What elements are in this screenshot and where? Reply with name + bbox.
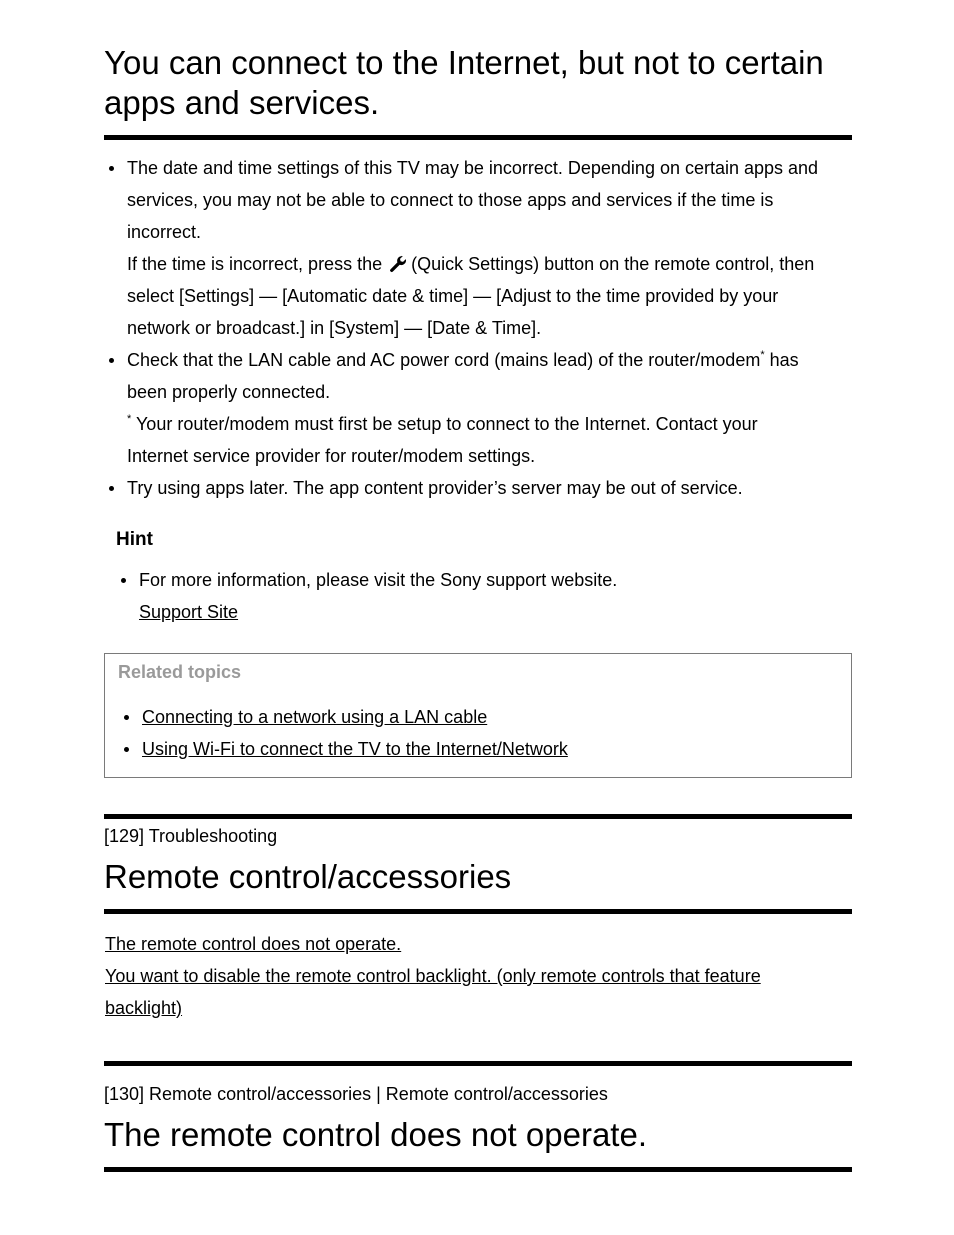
hint-block [116,528,852,628]
section-title: Remote control/accessories [104,858,512,895]
page-title [104,43,852,123]
title-divider [104,135,852,140]
bullet-subtext: network or broadcast.] in [System] — [Date & Time]. [127,318,542,338]
hint-title: Hint [116,529,153,550]
footnote-text: Internet service provider for router/modem settings. [127,446,536,466]
related-topics-title: Related topics [118,662,242,682]
bullet-subtext [127,248,852,280]
link-remote-not-operate[interactable]: The remote control does not operate. [105,934,402,954]
hint-list [116,564,852,628]
section-title-divider [104,1167,852,1172]
text-part: Your router/modem must first be setup to connect to the Internet. Contact your [131,414,758,434]
text-part: has [764,350,799,370]
section-divider [104,1061,852,1066]
related-topics-box [104,653,852,778]
title-line-1: You can connect to the Internet, but not to certain [104,44,824,81]
bullet-text: incorrect. [127,222,202,242]
list-item-date-time [104,152,852,344]
bullet-text [127,344,852,376]
troubleshoot-list [104,152,852,504]
bullet-text: The date and time settings of this TV may be incorrect. Depending on certain apps and [127,158,819,178]
section-title: The remote control does not operate. [104,1116,647,1153]
section-title-divider [104,909,852,914]
breadcrumb: [130] Remote control/accessories | Remote control/accessories [104,1084,608,1104]
hint-text: For more information, please visit the Sony support website. [139,570,618,590]
footnote-text [127,408,852,440]
link-line: backlight) [105,998,183,1018]
related-link-wifi[interactable]: Using Wi-Fi to connect the TV to the Internet/Network [142,739,568,759]
related-topic-item [119,701,839,733]
bullet-text: services, you may not be able to connect to those apps and services if the time is [127,190,774,210]
support-site-link[interactable]: Support Site [139,602,239,622]
related-link-lan[interactable]: Connecting to a network using a LAN cable [142,707,488,727]
footnote-marker: * [127,413,132,425]
list-item-try-later: Try using apps later. The app content provider’s server may be out of service. [104,472,852,504]
link-line: You want to disable the remote control backlight. (only remote controls that feature [105,966,761,986]
breadcrumb: [129] Troubleshooting [104,826,278,846]
related-topics-list [119,701,839,765]
wrench-icon [388,252,408,272]
hint-item [116,564,852,628]
subtext-part: (Quick Settings) button on the remote control, then [411,254,815,274]
footnote-marker: * [760,349,765,361]
title-line-2: apps and services. [104,84,380,121]
text-part: Check that the LAN cable and AC power cord (mains lead) of the router/modem [127,350,761,370]
subtext-part: If the time is incorrect, press the [127,254,383,274]
bullet-text: been properly connected. [127,382,331,402]
link-disable-backlight[interactable] [105,960,852,1024]
list-item-lan-cable [104,344,852,472]
related-topic-item [119,733,839,765]
section-divider [104,814,852,819]
section-links [105,928,852,1024]
bullet-subtext: select [Settings] — [Automatic date & time] — [Adjust to the time provided by your [127,286,779,306]
